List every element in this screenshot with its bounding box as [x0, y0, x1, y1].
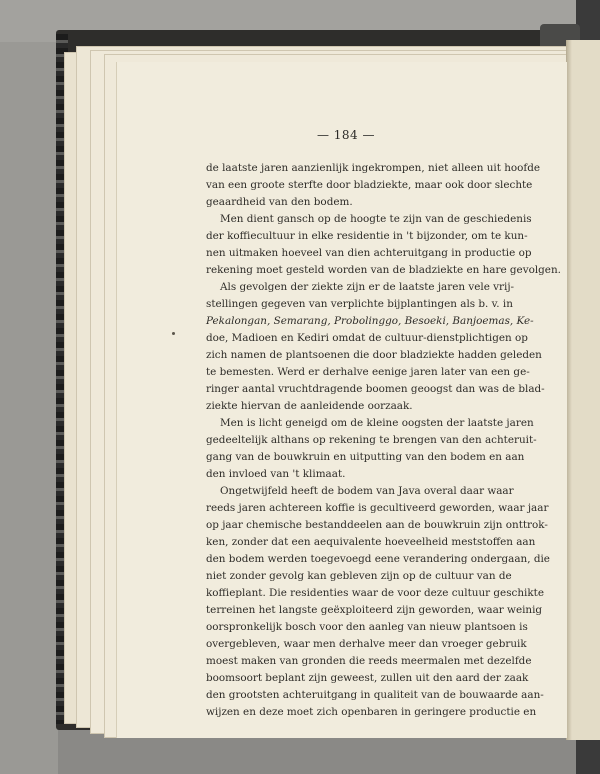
text-line: den bodem werden toegevoegd eene verandering ondergaan, die	[206, 553, 550, 565]
paper-speck	[172, 332, 175, 335]
text-line: nen uitmaken hoeveel van dien achteruitgang in productie op	[206, 247, 532, 259]
text-line: de laatste jaren aanzienlijk ingekrompen, niet alleen uit hoofde	[206, 162, 541, 174]
text-line: op jaar chemische bestanddeelen aan de bouwkruin zijn onttrok-	[206, 519, 548, 531]
body-text	[206, 160, 561, 721]
text-line: Pekalongan, Semarang, Probolinggo, Besoeki, Banjoemas, Ke-	[206, 315, 534, 327]
text-line: zich namen de plantsoenen die door bladziekte hadden geleden	[206, 349, 542, 361]
backdrop-left	[0, 0, 58, 774]
text-line: Men dient gansch op de hoogte te zijn van de geschiedenis	[220, 213, 532, 225]
text-line: overgebleven, waar men derhalve meer dan vroeger gebruik	[206, 638, 527, 650]
text-line: Men is licht geneigd om de kleine oogsten der laatste jaren	[220, 417, 534, 429]
text-line: ziekte hiervan de aanleidende oorzaak.	[206, 400, 413, 412]
text-line: moest maken van gronden die reeds meermalen met dezelfde	[206, 655, 532, 667]
text-line: stellingen gegeven van verplichte bijplantingen als b. v. in	[206, 298, 513, 310]
text-line: den invloed van 't klimaat.	[206, 468, 346, 480]
text-line: ringer aantal vruchtdragende boomen geoogst dan was de blad-	[206, 383, 545, 395]
text-line: niet zonder gevolg kan gebleven zijn op de cultuur van de	[206, 570, 512, 582]
text-line: der koffiecultuur in elke residentie in 't bijzonder, om te kun-	[206, 230, 528, 242]
text-line: koffieplant. Die residenties waar de voor deze cultuur geschikte	[206, 587, 544, 599]
text-line: gedeeltelijk althans op rekening te brengen van den achteruit-	[206, 434, 537, 446]
text-line: van een groote sterfte door bladziekte, maar ook door slechte	[206, 179, 533, 191]
page-number: — 184 —	[316, 128, 376, 142]
text-line: den grootsten achteruitgang in qualiteit van de bouwaarde aan-	[206, 689, 544, 701]
text-line: boomsoort beplant zijn geweest, zullen uit den aard der zaak	[206, 672, 529, 684]
text-line: Als gevolgen der ziekte zijn er de laatste jaren vele vrij-	[220, 281, 515, 293]
text-line: doe, Madioen en Kediri omdat de cultuur-dienstplichtigen op	[206, 332, 528, 344]
text-line: gang van de bouwkruin en uitputting van den bodem en aan	[206, 451, 525, 463]
text-line: Ongetwijfeld heeft de bodem van Java overal daar waar	[220, 485, 514, 497]
text-line: oorspronkelijk bosch voor den aanleg van nieuw plantsoen is	[206, 621, 528, 633]
text-line: reeds jaren achtereen koffie is gecultiveerd geworden, waar jaar	[206, 502, 549, 514]
text-line: geaardheid van den bodem.	[206, 196, 353, 208]
text-line: terreinen het langste geëxploiteerd zijn geworden, waar weinig	[206, 604, 543, 616]
text-line: rekening moet gesteld worden van de bladziekte en hare gevolgen.	[206, 264, 561, 276]
text-line: wijzen en deze moet zich openbaren in geringere productie en	[206, 706, 537, 718]
text-line: ken, zonder dat een aequivalente hoeveelheid meststoffen aan	[206, 536, 536, 548]
text-line: te bemesten. Werd er derhalve eenige jaren later van een ge-	[206, 366, 530, 378]
